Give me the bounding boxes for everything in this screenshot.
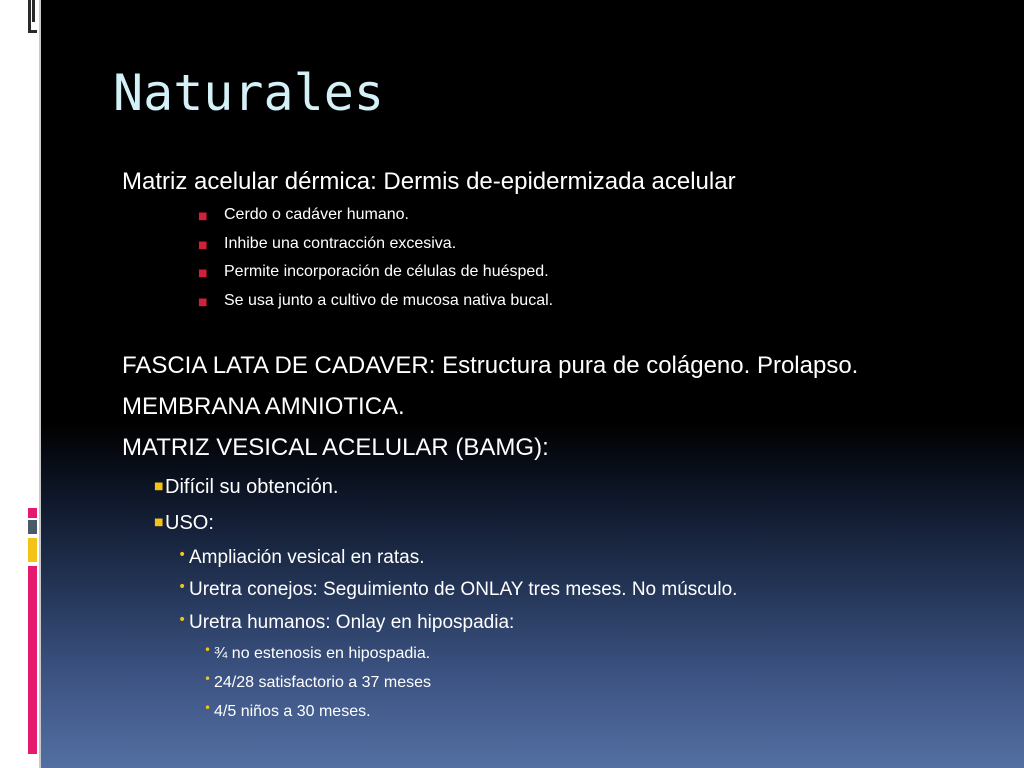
- bullet-level3-item: 4/5 niños a 30 meses.: [214, 703, 371, 720]
- yellow-dot-bullet-icon: •: [178, 547, 187, 563]
- slide-title: Naturales: [113, 64, 384, 122]
- accent-bar-yellow: [28, 538, 37, 562]
- yellow-dot-bullet-icon: •: [178, 612, 187, 628]
- sub-bullet-item: Se usa junto a cultivo de mucosa nativa bucal.: [224, 292, 554, 309]
- yellow-square-bullet-icon: ■: [154, 517, 164, 528]
- bullet-level2-item: Ampliación vesical en ratas.: [189, 547, 425, 568]
- bullet-level3-item: ¾ no estenosis en hipospadia.: [214, 645, 431, 662]
- bullet-uso: USO:: [165, 512, 214, 534]
- sub-bullet-item: Permite incorporación de células de huésped.: [224, 263, 549, 280]
- red-square-bullet-icon: ■: [198, 240, 208, 251]
- bullet-dificil-obtencion: Difícil su obtención.: [165, 476, 339, 498]
- yellow-dot-bullet-icon: •: [204, 701, 212, 715]
- sub-bullet-item: Inhibe una contracción excesiva.: [224, 235, 457, 252]
- accent-bar-gray: [28, 520, 37, 534]
- heading-fascia-lata: FASCIA LATA DE CADAVER: Estructura pura de colágeno. Prolapso.: [122, 352, 859, 379]
- red-square-bullet-icon: ■: [198, 211, 208, 222]
- accent-bar-pink: [28, 566, 37, 754]
- yellow-dot-bullet-icon: •: [178, 579, 187, 595]
- red-square-bullet-icon: ■: [198, 297, 208, 308]
- bullet-level2-item: Uretra humanos: Onlay en hipospadia:: [189, 612, 515, 633]
- sub-bullet-item: Cerdo o cadáver humano.: [224, 206, 409, 223]
- heading-membrana-amniotica: MEMBRANA AMNIOTICA.: [122, 393, 405, 420]
- heading-matriz-acelular: Matriz acelular dérmica: Dermis de-epidermizada acelular: [122, 168, 736, 195]
- heading-matriz-vesical: MATRIZ VESICAL ACELULAR (BAMG):: [122, 434, 549, 461]
- yellow-dot-bullet-icon: •: [204, 643, 212, 657]
- yellow-square-bullet-icon: ■: [154, 481, 164, 492]
- accent-bar-pink-top: [28, 508, 37, 518]
- yellow-dot-bullet-icon: •: [204, 672, 212, 686]
- red-square-bullet-icon: ■: [198, 268, 208, 279]
- bullet-level2-item: Uretra conejos: Seguimiento de ONLAY tres meses. No músculo.: [189, 579, 738, 600]
- bullet-level3-item: 24/28 satisfactorio a 37 meses: [214, 674, 432, 691]
